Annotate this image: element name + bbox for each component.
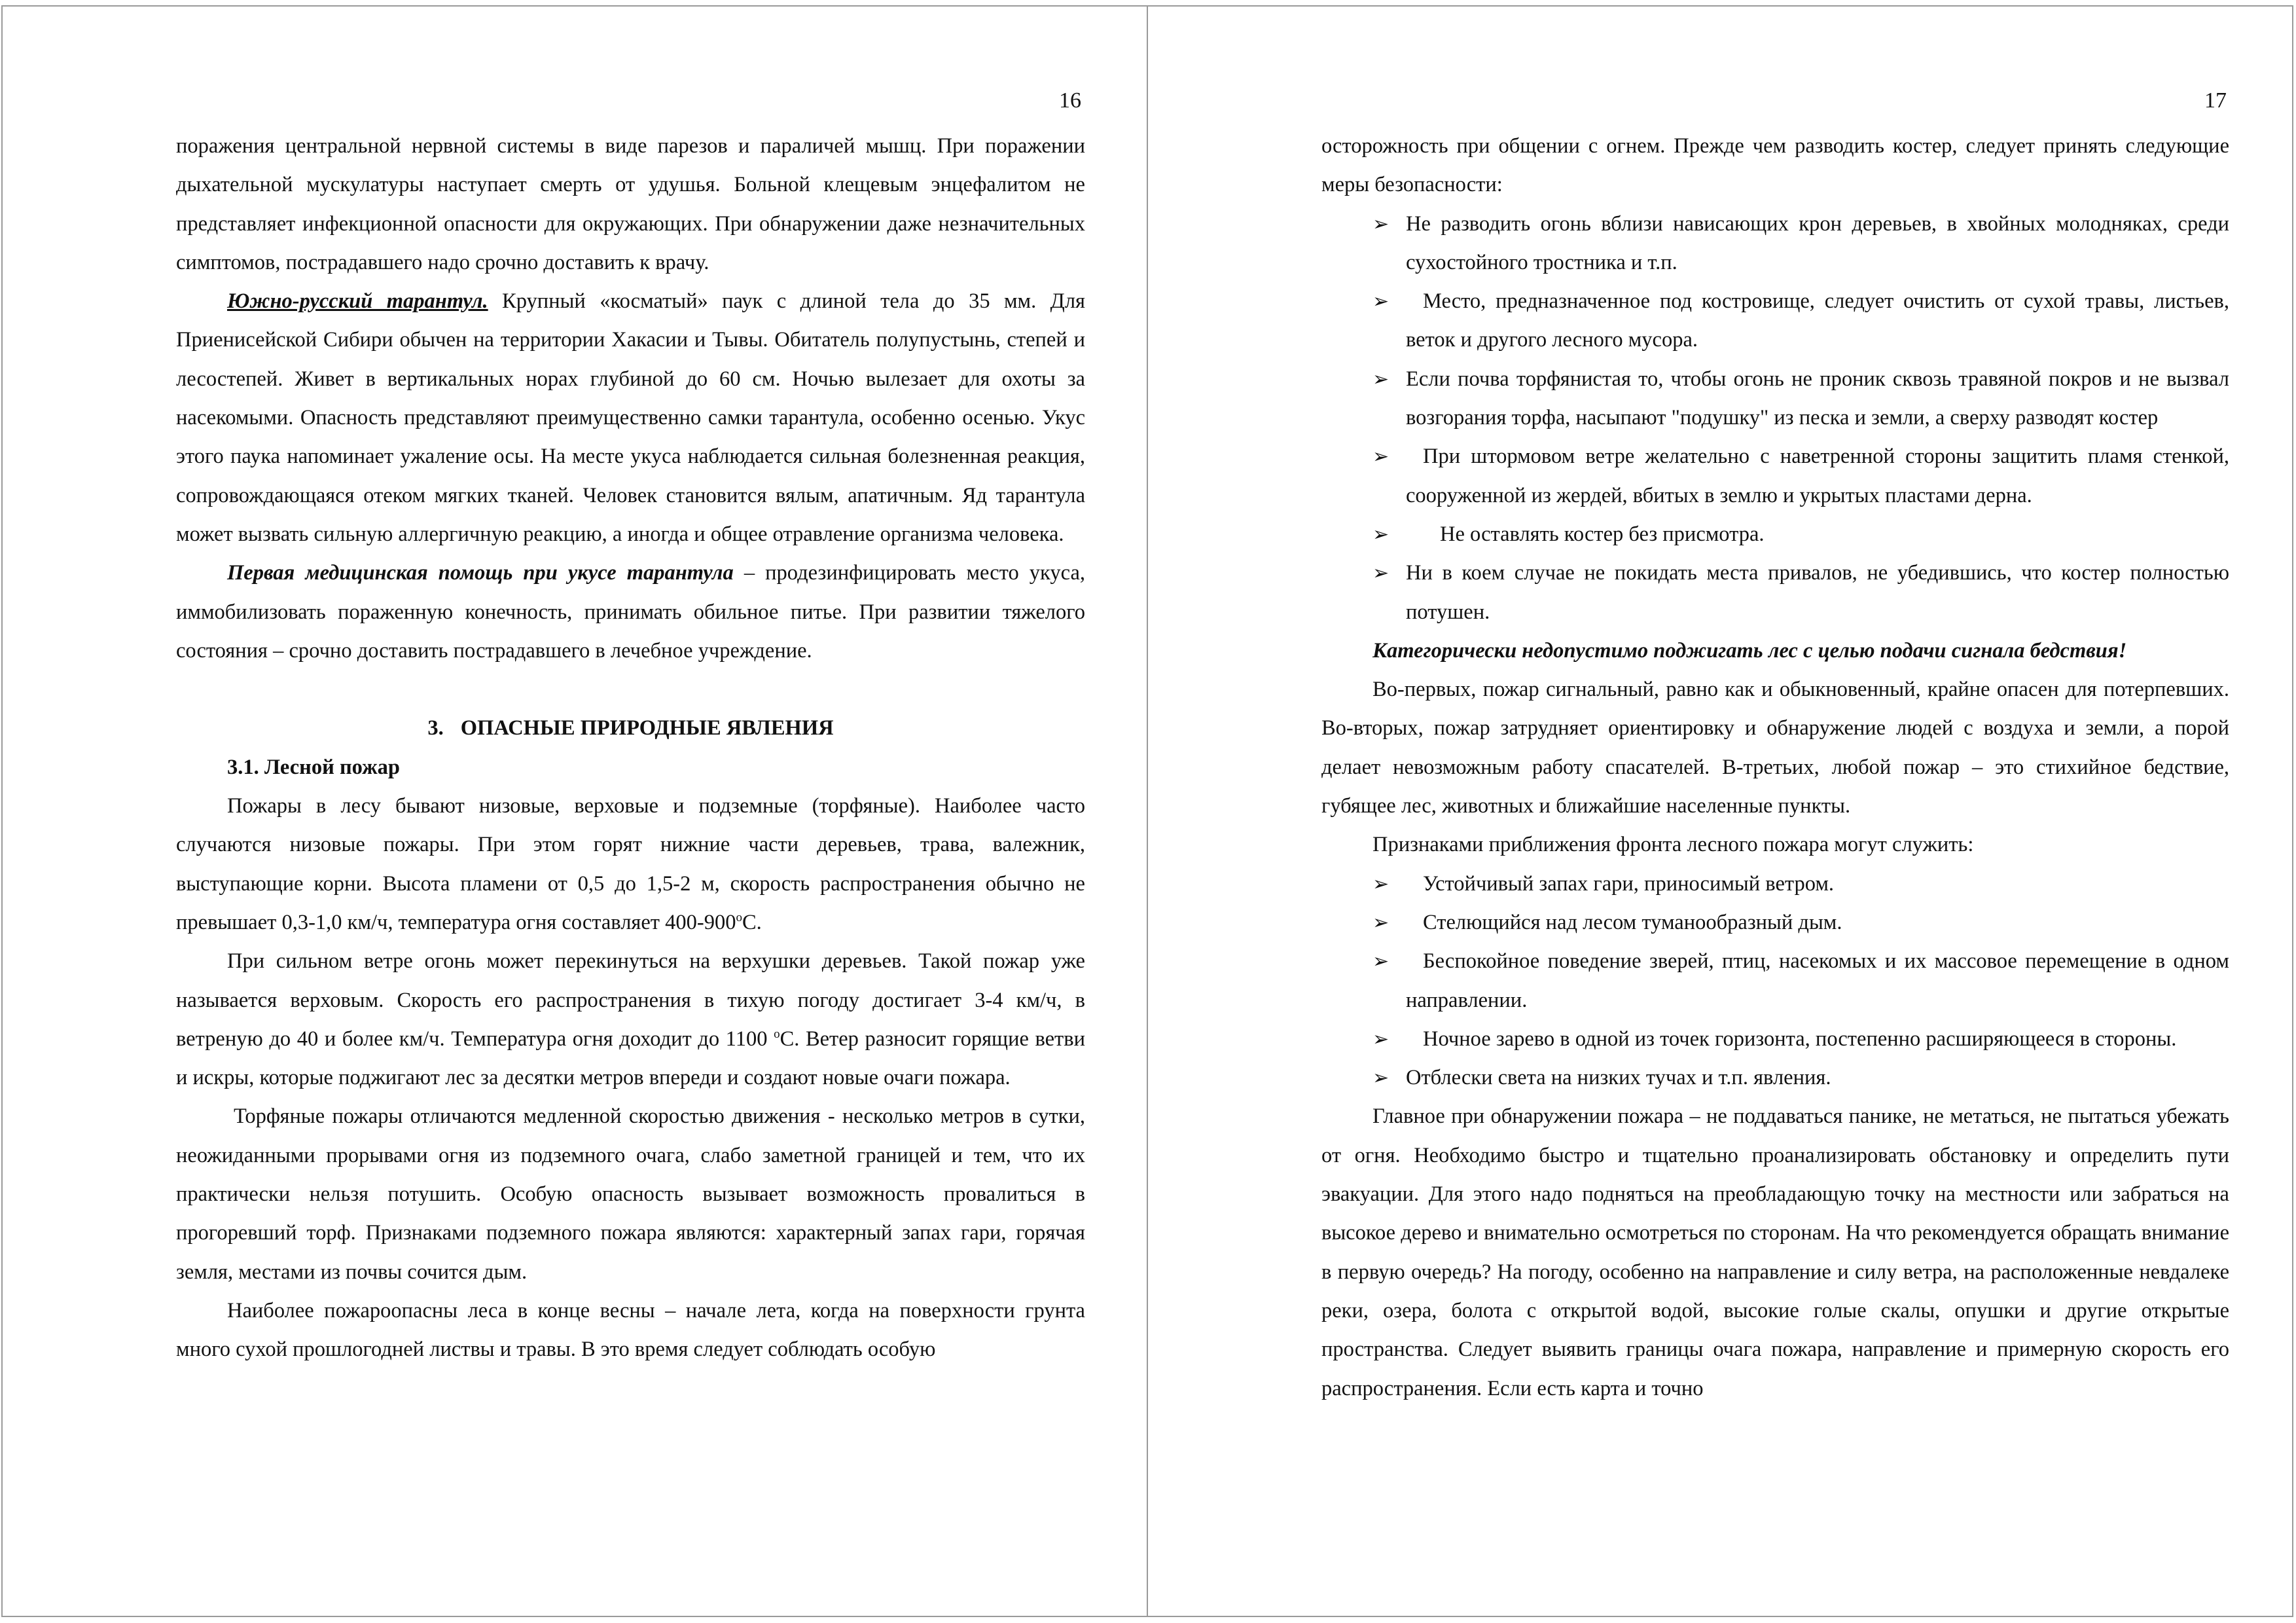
arrowhead-bullet-icon: ➢: [1372, 212, 1390, 236]
list-item: ➢ Если почва торфянистая то, чтобы огонь не проник сквозь травяной покров и не вызвал возгорания торфа, насыпают "подушку" из песка и земли, а сверху разводят костер: [1321, 360, 2229, 438]
paragraph-tarantula: [176, 282, 1085, 554]
arrowhead-bullet-icon: ➢: [1372, 1067, 1390, 1090]
fire-signs-list: [1321, 865, 2229, 1098]
arrowhead-bullet-icon: ➢: [1372, 445, 1390, 469]
paragraph: осторожность при общении с огнем. Прежде чем разводить костер, следует принять следующие меры безопасности:: [1321, 134, 2229, 197]
page-number: 17: [2204, 88, 2227, 113]
warning-text: Категорически недопустимо поджигать лес с целью подачи сигнала бедствия!: [1372, 638, 2127, 663]
list-item: ➢ Ни в коем случае не покидать места привалов, не убедившись, что костер полностью потушен.: [1321, 554, 2229, 632]
list-item: ➢ Устойчивый запах гари, приносимый ветром.: [1321, 865, 2229, 903]
paragraph: поражения центральной нервной системы в виде парезов и параличей мышц. При поражении дыхательной мускулатуры наступает смерть от удушья. Больной клещевым энцефалитом не представляет инфекционной опасности для окружающих. При обнаружении даже незначительных симптомов, пострадавшего надо срочно доставить к врачу.: [176, 134, 1085, 274]
section-heading: [176, 709, 1085, 748]
section-number: 3.: [427, 716, 444, 740]
degree-sign: o: [774, 1027, 780, 1041]
arrowhead-bullet-icon: ➢: [1372, 562, 1390, 585]
paragraph: Во-первых, пожар сигнальный, равно как и обыкновенный, крайне опасен для потерпевших. Во-вторых, пожар затрудняет ориентировку и обнаружение людей с воздуха и земли, а порой делает невозможным работу спасателей. В-третьих, любой пожар – это стихийное бедствие, губящее лес, животных и ближайшие населенные пункты.: [1321, 678, 2229, 818]
tarantula-title: Южно-русский тарантул.: [227, 289, 488, 314]
tarantula-text: Крупный «косматый» паук с длиной тела до 35 мм. Для Приенисейской Сибири обычен на территории Хакасии и Тывы. Обитатель полупустынь, степей и лесостепей. Живет в вертикальных норах глубиной до 60 см. Ночью вылезает для охоты за насекомыми. Опасность представляют преимущественно самки тарантула, особенно осенью. Укус этого паука напоминает ужаление осы. На месте укуса наблюдается сильная болезненная реакция, сопровождающаяся отеком мягких тканей. Человек становится вялым, апатичным. Яд тарантула может вызвать сильную аллергичную реакцию, а иногда и общее отравление организма человека.: [176, 289, 1085, 546]
arrowhead-bullet-icon: ➢: [1372, 950, 1390, 974]
subsection-heading: 3.1. Лесной пожар: [227, 755, 400, 779]
arrowhead-bullet-icon: ➢: [1372, 872, 1390, 896]
page-number: 16: [1059, 88, 1081, 113]
paragraph: При сильном ветре огонь может перекинуться на верхушки деревьев. Такой пожар уже называется верховым. Скорость его распространения в тихую погоду достигает 3-4 км/ч, в ветреную до 40 и более км/ч. Температура огня доходит до 1100 $^o$С. Ветер разносит горящие ветви и искры, которые поджигают лес за десятки метров впереди и создают новые очаги пожара.: [176, 949, 1085, 1090]
list-item: ➢ Не оставлять костер без присмотра.: [1321, 515, 2229, 554]
left-page-body: [176, 127, 1085, 1370]
section-title: ОПАСНЫЕ ПРИРОДНЫЕ ЯВЛЕНИЯ: [460, 716, 834, 740]
list-item: ➢ Не разводить огонь вблизи нависающих крон деревьев, в хвойных молодняках, среди сухостойного тростника и т.п.: [1321, 205, 2229, 283]
list-item: ➢ Ночное зарево в одной из точек горизонта, постепенно расширяющееся в стороны.: [1321, 1020, 2229, 1059]
paragraph: Главное при обнаружении пожара – не поддаваться панике, не метаться, не пытаться убежать от огня. Необходимо быстро и тщательно проанализировать обстановку и определить пути эвакуации. Для этого надо подняться на преобладающую точку на местности или забраться на высокое дерево и внимательно осмотреться по сторонам. На что рекомендуется обращать внимание в первую очередь? На погоду, особенно на направление и силу ветра, на расположенные невдалеке реки, озера, болота с открытой водой, высокие голые скалы, опушки и другие открытые пространства. Следует выявить границы очага пожара, направление и примерную скорость его распространения. Если есть карта и точно: [1321, 1104, 2229, 1400]
paragraph: Наиболее пожароопасны леса в конце весны – начале лета, когда на поверхности грунта много сухой прошлогодней листвы и травы. В это время следует соблюдать особую: [176, 1298, 1085, 1362]
degree-sign: o: [736, 911, 742, 925]
paragraph-first-aid: [176, 554, 1085, 670]
arrowhead-bullet-icon: ➢: [1372, 367, 1390, 391]
paragraph: Признаками приближения фронта лесного пожара могут служить:: [1372, 833, 1974, 857]
safety-rules-list: [1321, 205, 2229, 632]
paragraph: Торфяные пожары отличаются медленной скоростью движения - несколько метров в сутки, неожиданными прорывами огня из подземного очага, слабо заметной границей и тем, что их практически нельзя потушить. Особую опасность вызывает возможность провалиться в прогоревший торф. Признаками подземного пожара являются: характерный запах гари, горячая земля, местами из почвы сочится дым.: [176, 1104, 1085, 1284]
list-item: ➢ Место, предназначенное под костровище, следует очистить от сухой травы, листьев, веток и другого лесного мусора.: [1321, 282, 2229, 360]
first-aid-text: – продезинфицировать место укуса, иммобилизовать пораженную конечность, принимать обильное питье. При развитии тяжелого состояния – срочно доставить пострадавшего в лечебное учреждение.: [176, 561, 1085, 663]
right-page: [1147, 5, 2293, 1617]
first-aid-title: Первая медицинская помощь при укусе тарантула: [227, 561, 734, 585]
right-page-body: [1321, 127, 2229, 1408]
list-item: ➢ Отблески света на низких тучах и т.п. явления.: [1321, 1059, 2229, 1097]
arrowhead-bullet-icon: ➢: [1372, 290, 1390, 314]
arrowhead-bullet-icon: ➢: [1372, 522, 1390, 546]
left-page: [1, 5, 1148, 1617]
list-item: ➢ Стелющийся над лесом туманообразный дым.: [1321, 903, 2229, 942]
arrowhead-bullet-icon: ➢: [1372, 911, 1390, 934]
arrowhead-bullet-icon: ➢: [1372, 1027, 1390, 1051]
list-item: ➢ Беспокойное поведение зверей, птиц, насекомых и их массовое перемещение в одном направлении.: [1321, 942, 2229, 1020]
list-item: ➢ При штормовом ветре желательно с наветренной стороны защитить пламя стенкой, сооруженной из жердей, вбитых в землю и укрытых пластами дерна.: [1321, 437, 2229, 515]
paragraph: Пожары в лесу бывают низовые, верховые и подземные (торфяные). Наиболее часто случаются низовые пожары. При этом горят нижние части деревьев, трава, валежник, выступающие корни. Высота пламени от 0,5 до 1,5-2 м, скорость распространения обычно не превышает 0,3-1,0 км/ч, температура огня составляет 400-900$^o$С.: [176, 794, 1085, 934]
